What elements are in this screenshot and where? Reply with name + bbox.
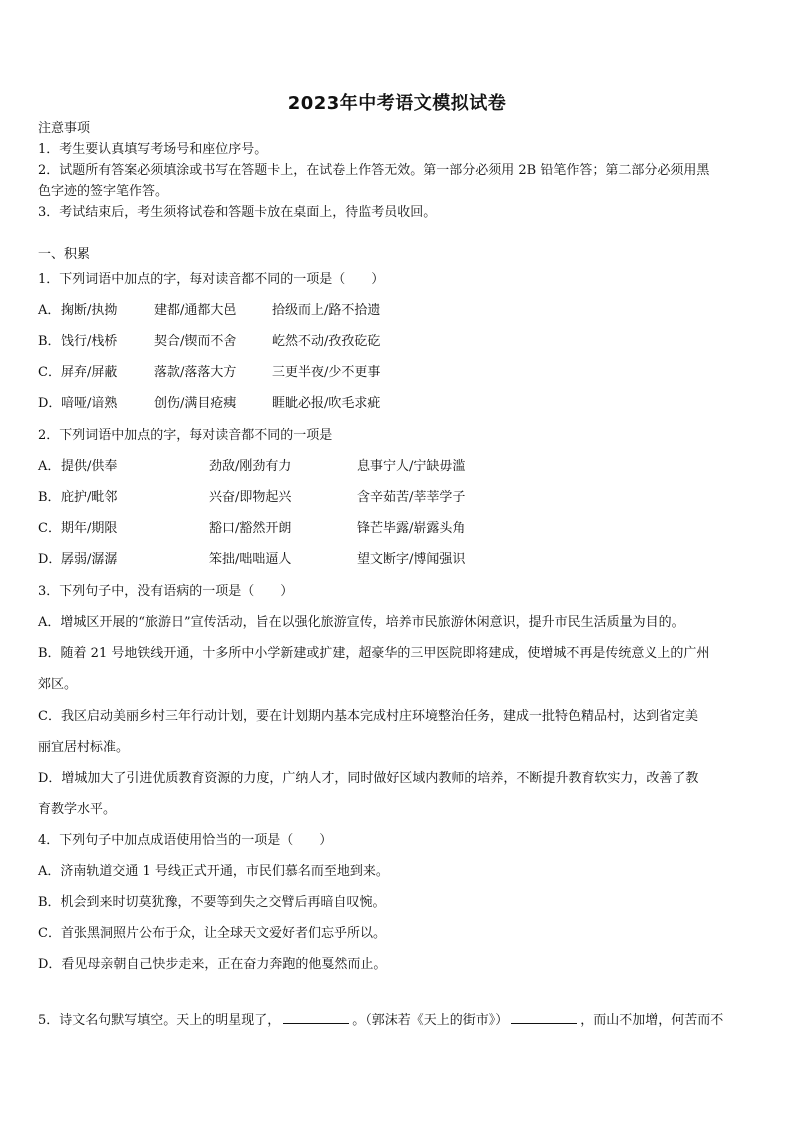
question-stem: 3．下列句子中，没有语病的一项是（ ）: [38, 584, 294, 599]
option-item: 望文断字/博闻强识: [357, 552, 466, 567]
option-item: 庇护/毗邻: [61, 490, 118, 505]
option-item: 孱弱/潺潺: [61, 552, 118, 567]
fill-text: 。（郭沫若《天上的街市》）: [352, 1013, 509, 1028]
option-item: 饯行/栈桥: [61, 334, 118, 349]
option-label: B．: [38, 490, 61, 505]
option-item: 落款/落落大方: [154, 365, 237, 380]
option-item: 劲敌/刚劲有力: [209, 459, 292, 474]
option-item: 屏弃/屏蔽: [61, 365, 118, 380]
option-item: 创伤/满目疮痍: [154, 396, 237, 411]
option-label: D．: [38, 552, 62, 567]
answer-line: C．首张黑洞照片公布于众，让全球天文爱好者们忘乎所以。: [38, 926, 386, 941]
notice-heading: 注意事项: [38, 121, 91, 136]
option-label: A．: [38, 459, 61, 474]
answer-line: C．我区启动美丽乡村三年行动计划，要在计划期内基本完成村庄环境整治任务，建成一批特色精品村，达到省定美: [38, 709, 698, 724]
option-item: 建都/通都大邑: [154, 303, 237, 318]
question-stem: 2．下列词语中加点的字，每对读音都不同的一项是: [38, 428, 333, 443]
notice-item: 2．试题所有答案必须填涂或书写在答题卡上，在试卷上作答无效。第一部分必须用 2B 铅笔作答；第二部分必须用黑: [38, 163, 710, 178]
fill-text: ，而山不加增，何苦而不: [580, 1013, 724, 1028]
option-label: D．: [38, 396, 62, 411]
fill-text: 5．诗文名句默写填空。天上的明星现了，: [38, 1013, 281, 1028]
option-item: 掬断/执拗: [61, 303, 118, 318]
fill-blank[interactable]: [283, 1011, 349, 1024]
option-item: 睚眦必报/吹毛求疵: [272, 396, 381, 411]
notice-item: 色字迹的签字笔作答。: [38, 184, 169, 199]
notice-item: 3．考试结束后，考生须将试卷和答题卡放在桌面上，待监考员收回。: [38, 205, 437, 220]
question-stem: [38, 1011, 723, 1029]
section-heading: 一、积累: [38, 247, 91, 262]
answer-line: 郊区。: [38, 677, 78, 692]
option-item: 期年/期限: [61, 521, 118, 536]
fill-blank[interactable]: [511, 1011, 577, 1024]
option-label: B．: [38, 334, 61, 349]
answer-line: 育教学水平。: [38, 802, 117, 817]
answer-line: 丽宜居村标准。: [38, 740, 130, 755]
question-stem: 4．下列句子中加点成语使用恰当的一项是（ ）: [38, 833, 333, 848]
option-item: 拾级而上/路不拾遗: [272, 303, 381, 318]
answer-line: A．增城区开展的“旅游日”宣传活动，旨在以强化旅游宣传，培养市民旅游休闲意识，提升市民生活质量为目的。: [38, 615, 685, 630]
option-item: 笨拙/咄咄逼人: [209, 552, 292, 567]
option-label: C．: [38, 365, 61, 380]
option-label: C．: [38, 521, 61, 536]
answer-line: D．看见母亲朝自己快步走来，正在奋力奔跑的他戛然而止。: [38, 957, 387, 972]
option-item: 契合/锲而不舍: [154, 334, 237, 349]
page-title: 2023年中考语文模拟试卷: [287, 93, 507, 114]
option-item: 屹然不动/孜孜矻矻: [272, 334, 381, 349]
option-label: A．: [38, 303, 61, 318]
answer-line: B．随着 21 号地铁线开通，十多所中小学新建或扩建，超豪华的三甲医院即将建成，使增城不再是传统意义上的广州: [38, 646, 710, 661]
option-item: 含辛茹苦/莘莘学子: [357, 490, 466, 505]
option-item: 兴奋/即物起兴: [209, 490, 292, 505]
option-item: 息事宁人/宁缺毋滥: [357, 459, 466, 474]
answer-line: A．济南轨道交通 1 号线正式开通，市民们慕名而至地到来。: [38, 864, 389, 879]
answer-line: B．机会到来时切莫犹豫，不要等到失之交臂后再暗自叹惋。: [38, 895, 386, 910]
option-item: 喑哑/谙熟: [61, 396, 118, 411]
option-item: 提供/供奉: [61, 459, 118, 474]
option-item: 锋芒毕露/崭露头角: [357, 521, 466, 536]
answer-line: D．增城加大了引进优质教育资源的力度，广纳人才，同时做好区域内教师的培养，不断提升教育软实力，改善了教: [38, 771, 699, 786]
option-item: 三更半夜/少不更事: [272, 365, 381, 380]
question-stem: 1．下列词语中加点的字，每对读音都不同的一项是（ ）: [38, 272, 385, 287]
notice-item: 1．考生要认真填写考场号和座位序号。: [38, 142, 268, 157]
option-item: 豁口/豁然开朗: [209, 521, 292, 536]
